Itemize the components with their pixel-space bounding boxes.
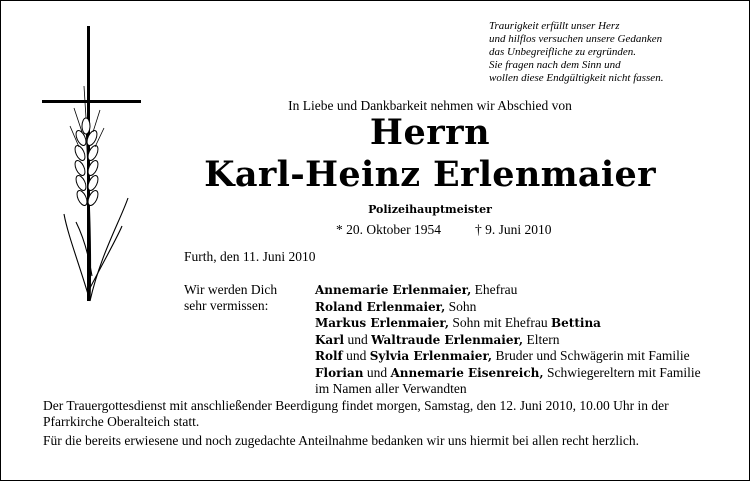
thanks-text: Für die bereits erwiesene und noch zugedachte Anteilnahme bedanken wir uns hiermit bei allen recht herzlich. bbox=[43, 433, 640, 448]
mourner-line: Rolf und Sylvia Erlenmaier, Bruder und Schwägerin mit Familie bbox=[315, 348, 690, 363]
intro-line: In Liebe und Dankbarkeit nehmen wir Abschied von bbox=[288, 98, 572, 113]
birth-date: * 20. Oktober 1954 bbox=[336, 222, 441, 237]
deceased-title: Polizeihauptmeister bbox=[368, 203, 492, 216]
poem-line: wollen diese Endgültigkeit nicht fassen. bbox=[489, 72, 664, 84]
mourners-lead-line: sehr vermissen: bbox=[184, 297, 269, 313]
poem-line: und hilflos versuchen unsere Gedanken bbox=[489, 33, 663, 45]
poem-quote bbox=[489, 20, 739, 85]
mourner-line: Markus Erlenmaier, Sohn mit Ehefrau Bettina bbox=[315, 315, 601, 330]
mourners-lead bbox=[184, 282, 277, 313]
death-date: † 9. Juni 2010 bbox=[475, 222, 552, 237]
cross-with-wheat-icon bbox=[42, 26, 142, 316]
deceased-name: Karl-Heinz Erlenmaier bbox=[204, 154, 656, 195]
mourner-line: Florian und Annemarie Eisenreich, Schwiegereltern mit Familie bbox=[315, 364, 701, 380]
mourner-line: im Namen aller Verwandten bbox=[315, 381, 467, 396]
mourners-lead-line: Wir werden Dich bbox=[184, 282, 278, 297]
mourners-list bbox=[315, 282, 701, 397]
poem-line: das Unbegreifliche zu ergründen. bbox=[489, 46, 637, 58]
mourner-line: Roland Erlenmaier, Sohn bbox=[315, 298, 477, 314]
place-date: Furth, den 11. Juni 2010 bbox=[184, 249, 316, 264]
funeral-service-text: Der Trauergottesdienst mit anschließender Beerdigung findet morgen, Samstag, den 12. Juni 2010, 10.00 Uhr in der Pfarrkirche Oberalteich statt. bbox=[43, 398, 669, 429]
salutation: Herrn bbox=[369, 112, 491, 153]
poem-line: Sie fragen nach dem Sinn und bbox=[489, 59, 621, 71]
mourner-line: Annemarie Erlenmaier, Ehefrau bbox=[315, 282, 518, 297]
mourner-line: Karl und Waltraude Erlenmaier, Eltern bbox=[315, 331, 560, 347]
poem-line: Traurigkeit erfüllt unser Herz bbox=[489, 20, 620, 32]
